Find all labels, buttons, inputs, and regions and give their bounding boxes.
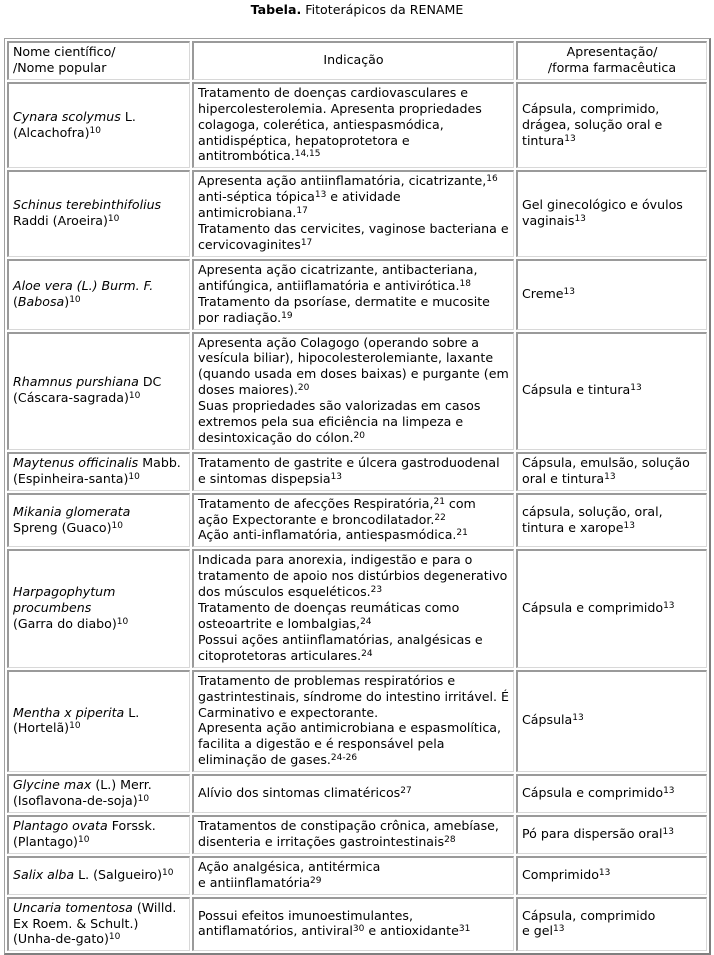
caption-label: Tabela. <box>250 2 302 17</box>
header-col1-line2: /Nome popular <box>13 59 107 75</box>
indication-text: Suas propriedades são valorizadas em casos extremos pela sua eficiência na limpeza e desintoxicação do cólon. <box>198 398 481 445</box>
presentation-text: Cápsula <box>522 712 573 728</box>
reference: 13 <box>572 713 584 724</box>
indication-text: Apresenta ação Colagogo (operando sobre a vesícula biliar), hipocolesterolemiante, laxante (quando usada em doses baixas) e purgante (em doses maiores). <box>198 334 509 398</box>
popular-name: (Isoflavona-de-soja) <box>13 793 138 809</box>
reference: 10 <box>128 471 140 482</box>
table-caption <box>0 0 714 39</box>
cell-scientific-name <box>7 452 190 491</box>
cell-indication <box>192 332 514 450</box>
scientific-author: Forssk. <box>107 817 156 833</box>
reference: 13 <box>623 520 635 531</box>
reference: 13 <box>604 471 616 482</box>
scientific-author: L. <box>124 704 140 720</box>
cell-indication <box>192 170 514 257</box>
reference: 19 <box>281 310 293 321</box>
reference: 24-26 <box>330 753 358 764</box>
reference: 13 <box>314 190 327 201</box>
presentation-text: Cápsula e tintura <box>522 382 631 398</box>
indication-text: anti-séptica tópica <box>198 189 315 205</box>
cell-scientific-name <box>7 332 190 450</box>
popular-name: (Cáscara-sagrada) <box>13 390 129 406</box>
cell-scientific-name <box>7 774 190 813</box>
table-row <box>7 493 707 548</box>
table-header-row <box>7 41 707 80</box>
presentation-text: Cápsula e comprimido <box>522 785 664 801</box>
indication-text: Apresenta ação cicatrizante, antibacteriana, antifúngica, antiiflamatória e antivirótica. <box>198 261 478 293</box>
indication-text: Ação anti-inflamatória, antiespasmódica. <box>198 527 457 543</box>
presentation-text: Pó para dispersão oral <box>522 825 663 841</box>
cell-presentation <box>516 493 707 548</box>
indication-text: Tratamento de afecções Respiratória, <box>198 495 434 511</box>
scientific-name: Glycine max <box>13 777 92 793</box>
indication-text: Tratamento da psoríase, dermatite e mucosite por radiação. <box>198 293 490 325</box>
popular-name: Raddi (Aroeira) <box>13 213 108 229</box>
indication-text: Possui ações antiinflamatórias, analgésicas e citoprotetoras articulares. <box>198 631 483 663</box>
cell-scientific-name <box>7 549 190 667</box>
scientific-author: Mabb. <box>138 454 181 470</box>
reference: 10 <box>89 125 101 136</box>
scientific-name: Cynara scolymus <box>13 108 121 124</box>
cell-presentation <box>516 856 707 895</box>
reference: 13 <box>663 786 675 797</box>
cell-presentation <box>516 549 707 667</box>
reference: 18 <box>459 278 471 289</box>
header-col1-line1: Nome científico/ <box>13 44 116 59</box>
cell-indication <box>192 670 514 772</box>
table-row <box>7 774 707 813</box>
presentation-text: Cápsula, emulsão, solução oral e tintura <box>522 454 690 486</box>
cell-presentation <box>516 82 707 169</box>
cell-scientific-name <box>7 670 190 772</box>
reference: 10 <box>116 617 129 627</box>
presentation-text: Gel ginecológico e óvulos vaginais <box>522 197 683 229</box>
table-row <box>7 259 707 330</box>
scientific-name: Aloe vera (L.) Burm. F. <box>13 277 154 293</box>
reference: 13 <box>563 286 575 297</box>
table-row <box>7 82 707 169</box>
reference: 21 <box>433 496 445 507</box>
reference: 10 <box>77 834 90 845</box>
popular-name: (Espinheira-santa) <box>13 470 129 486</box>
scientific-name: Mikania glomerata <box>13 503 131 519</box>
caption-title: Fitoterápicos da RENAME <box>305 2 464 17</box>
reference: 10 <box>107 214 120 225</box>
header-col3-line1: Apresentação/ <box>566 44 658 59</box>
cell-scientific-name <box>7 82 190 169</box>
table-row <box>7 670 707 772</box>
scientific-author: (Willd. Ex Roem. & Schult.) <box>13 899 177 931</box>
reference: 17 <box>296 206 308 217</box>
scientific-name: Salix alba <box>13 866 75 882</box>
header-col3-line2: /forma farmacêutica <box>547 59 677 75</box>
presentation-text: Comprimido <box>522 866 599 882</box>
indication-text: e atividade antimicrobiana. <box>198 189 401 221</box>
indication-text: Ação analgésica, antitérmica <box>198 858 381 874</box>
popular-name: (Babosa) <box>13 293 70 309</box>
cell-indication <box>192 856 514 895</box>
cell-indication <box>192 82 514 169</box>
presentation-text: Cápsula, comprimido <box>522 907 656 923</box>
scientific-name: Mentha x piperita <box>13 704 125 720</box>
popular-name: (Hortelã) <box>13 720 70 736</box>
presentation-text: Cápsula e comprimido <box>522 600 664 616</box>
cell-scientific-name <box>7 259 190 330</box>
popular-name: (Unha-de-gato) <box>13 931 109 947</box>
reference: 17 <box>300 237 313 248</box>
cell-indication <box>192 452 514 491</box>
table-row <box>7 170 707 257</box>
reference: 13 <box>630 383 642 394</box>
reference: 10 <box>108 932 121 943</box>
reference: 29 <box>310 875 322 886</box>
reference: 14,15 <box>294 149 321 160</box>
reference: 20 <box>353 430 365 441</box>
cell-indication <box>192 549 514 667</box>
cell-presentation <box>516 897 707 952</box>
cell-scientific-name <box>7 493 190 548</box>
cell-indication <box>192 259 514 330</box>
reference: 13 <box>662 826 674 837</box>
reference: 13 <box>598 867 611 878</box>
cell-scientific-name <box>7 856 190 895</box>
reference: 13 <box>574 214 586 225</box>
scientific-author: (L.) Merr. <box>91 777 152 793</box>
table-row <box>7 452 707 491</box>
reference: 13 <box>553 924 565 935</box>
cell-scientific-name <box>7 815 190 854</box>
presentation-text: Cápsula, comprimido, drágea, solução oral e tintura <box>522 100 663 148</box>
reference: 13 <box>330 471 343 482</box>
phytotherapy-table <box>4 38 711 955</box>
presentation-text: cápsula, solução, oral, tintura e xarope <box>522 503 663 535</box>
reference: 10 <box>69 721 81 732</box>
popular-name: (Garra do diabo) <box>13 616 117 631</box>
reference: 24 <box>360 617 372 627</box>
reference: 20 <box>297 383 310 394</box>
scientific-name: Harpagophytum procumbens <box>13 584 116 616</box>
indication-text: Tratamento de doenças reumáticas como osteoartrite e lombalgias, <box>198 600 460 631</box>
reference: 10 <box>128 391 141 402</box>
reference: 10 <box>111 520 123 531</box>
table-row <box>7 856 707 895</box>
indication-text: Indicada para anorexia, indigestão e para o tratamento de apoio nos distúrbios degenerativo dos músculos esqueléticos. <box>198 552 508 600</box>
reference: 13 <box>564 133 576 144</box>
popular-name-italic: Babosa <box>17 293 65 309</box>
popular-name: Spreng (Guaco) <box>13 519 112 535</box>
table-row <box>7 332 707 450</box>
reference: 28 <box>444 834 456 845</box>
reference: 23 <box>370 585 383 596</box>
reference: 30 <box>352 924 365 935</box>
cell-presentation <box>516 170 707 257</box>
cell-presentation <box>516 774 707 813</box>
cell-presentation <box>516 670 707 772</box>
cell-indication <box>192 815 514 854</box>
scientific-name: Rhamnus purshiana <box>13 374 139 390</box>
scientific-name: Maytenus officinalis <box>13 454 139 470</box>
cell-presentation <box>516 332 707 450</box>
cell-indication <box>192 493 514 548</box>
scientific-author: L. <box>120 108 136 124</box>
scientific-name: Uncaria tomentosa <box>13 899 133 915</box>
table-row <box>7 897 707 952</box>
scientific-author: L. (Salgueiro) <box>74 866 162 882</box>
indication-text: Apresenta ação antimicrobiana e espasmolítica, facilita a digestão e é responsável pela eliminação de gases. <box>198 720 502 768</box>
indication-text: Tratamento das cervicites, vaginose bacteriana e cervicovaginites <box>198 221 509 252</box>
reference: 10 <box>69 294 81 305</box>
reference: 31 <box>458 924 471 935</box>
presentation-text-line2: e gel <box>522 923 553 939</box>
cell-scientific-name <box>7 170 190 257</box>
indication-text: Tratamentos de constipação crônica, amebíase, disenteria e irritações gastrointestinais <box>198 817 499 849</box>
indication-text: com ação Expectorante e broncodilatador. <box>198 495 476 527</box>
header-indication: Indicação <box>192 41 514 80</box>
scientific-name: Schinus terebinthifolius <box>13 197 162 213</box>
cell-presentation <box>516 259 707 330</box>
indication-text: Tratamento de problemas respiratórios e gastrintestinais, síndrome do intestino irritável. É Carminativo e expectorante. <box>198 672 509 720</box>
cell-indication <box>192 774 514 813</box>
scientific-name: Plantago ovata <box>13 817 108 833</box>
popular-name: (Plantago) <box>13 833 78 849</box>
indication-text: e antiinflamatória <box>198 874 311 890</box>
cell-presentation <box>516 815 707 854</box>
cell-presentation <box>516 452 707 491</box>
header-scientific-name <box>7 41 190 80</box>
indication-text: Possui efeitos imunoestimulantes, antiflamatórios, antiviral <box>198 907 413 939</box>
reference: 22 <box>434 512 446 523</box>
reference: 24 <box>361 648 373 659</box>
table-row <box>7 815 707 854</box>
presentation-text: Creme <box>522 285 564 301</box>
scientific-author: DC <box>138 374 162 390</box>
indication-text: Apresenta ação antiinflamatória, cicatrizante, <box>198 173 487 189</box>
indication-text: Alívio dos sintomas climatéricos <box>198 785 401 801</box>
cell-indication <box>192 897 514 952</box>
reference: 16 <box>486 174 498 185</box>
table-row <box>7 549 707 667</box>
reference: 21 <box>456 528 468 539</box>
indication-text: Tratamento de doenças cardiovasculares e hipercolesterolemia. Apresenta propriedades colagoga, colerética, antiespasmódica, antidispéptica, hepatoprotetora e antitrombótica. <box>198 84 482 164</box>
cell-scientific-name <box>7 897 190 952</box>
popular-name: (Alcachofra) <box>13 124 90 140</box>
reference: 10 <box>162 867 174 878</box>
indication-text: e antioxidante <box>364 923 459 939</box>
reference: 10 <box>137 794 150 805</box>
reference: 27 <box>400 786 412 797</box>
indication-text: Tratamento de gastrite e úlcera gastroduodenal e sintomas dispepsia <box>198 454 500 486</box>
reference: 13 <box>663 601 675 612</box>
header-presentation <box>516 41 707 80</box>
